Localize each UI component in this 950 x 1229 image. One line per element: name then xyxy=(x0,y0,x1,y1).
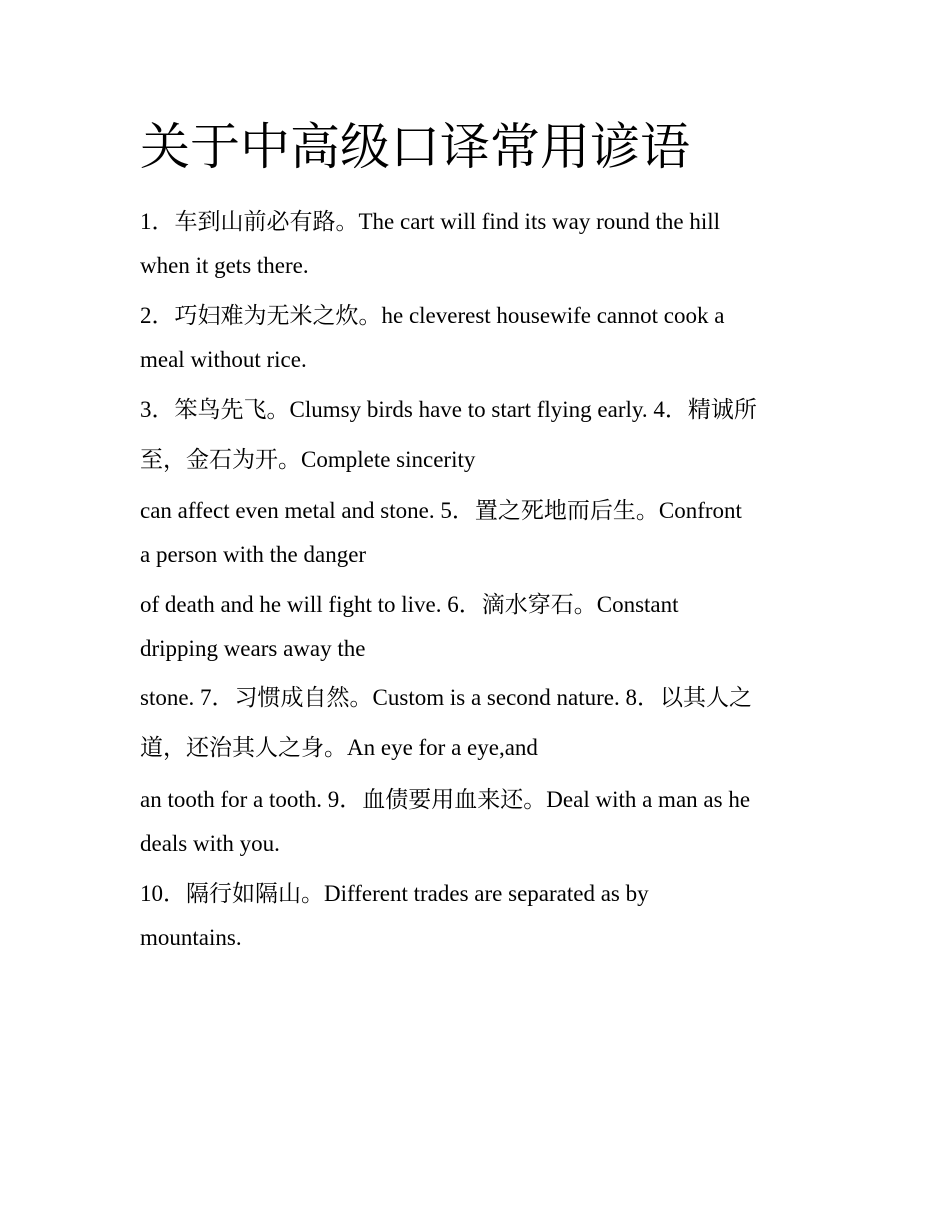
proverb-paragraph xyxy=(140,676,830,770)
text-line: 1．车到山前必有路。The cart will find its way round the hill xyxy=(140,209,721,234)
proverb-paragraph xyxy=(140,872,830,960)
text-line: meal without rice. xyxy=(140,347,307,372)
document-title: 关于中高级口译常用谚语 xyxy=(140,118,690,176)
proverb-paragraph xyxy=(140,388,830,482)
text-line: mountains. xyxy=(140,925,242,950)
text-line: dripping wears away the xyxy=(140,636,366,661)
text-line: stone. 7．习惯成自然。Custom is a second nature. 8．以其人之 xyxy=(140,685,753,710)
text-line: when it gets there. xyxy=(140,253,309,278)
text-line: 至，金石为开。Complete sincerity xyxy=(140,447,476,472)
proverb-paragraph xyxy=(140,294,830,382)
text-line: 道，还治其人之身。An eye for a eye,and xyxy=(140,735,538,760)
text-line: can affect even metal and stone. 5．置之死地而后生。Confront xyxy=(140,498,742,523)
proverb-paragraph xyxy=(140,489,830,577)
text-line: a person with the danger xyxy=(140,542,367,567)
text-line: an tooth for a tooth. 9．血债要用血来还。Deal with a man as he xyxy=(140,787,751,812)
text-line: 2．巧妇难为无米之炊。he cleverest housewife cannot cook a xyxy=(140,303,725,328)
proverb-paragraph xyxy=(140,778,830,866)
proverb-paragraph xyxy=(140,583,830,671)
proverb-paragraph xyxy=(140,200,830,288)
text-line: 3．笨鸟先飞。Clumsy birds have to start flying early. 4．精诚所 xyxy=(140,397,757,422)
text-line: deals with you. xyxy=(140,831,280,856)
text-line: 10．隔行如隔山。Different trades are separated as by xyxy=(140,881,649,906)
text-line: of death and he will fight to live. 6．滴水穿石。Constant xyxy=(140,592,679,617)
